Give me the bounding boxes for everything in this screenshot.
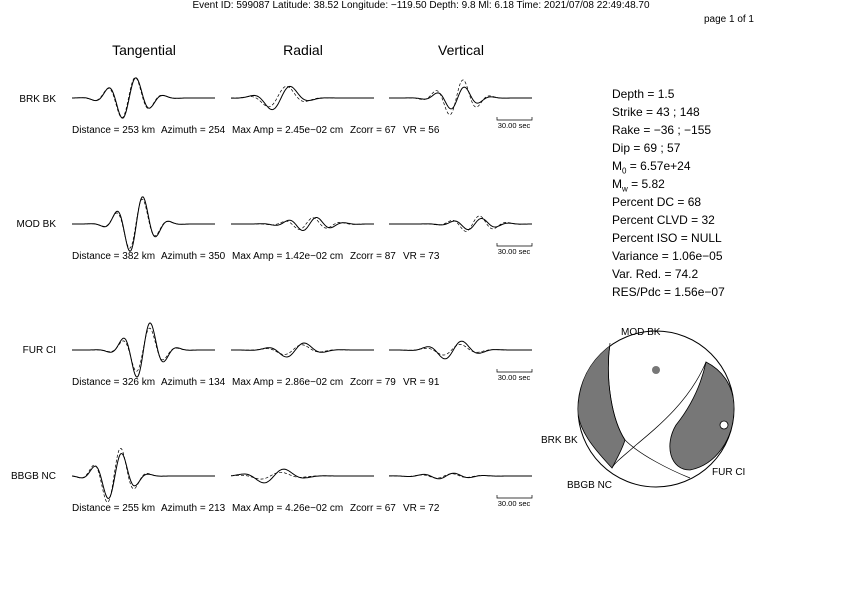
- tension-axis-dot: [720, 421, 728, 429]
- mw-symbol: M: [612, 177, 622, 191]
- beachball-station-mod: MOD BK: [621, 327, 661, 338]
- param-rake: Rake = −36 ; −155: [612, 123, 712, 137]
- param-percent-dc: Percent DC = 68: [612, 195, 702, 209]
- param-depth: Depth = 1.5: [612, 87, 675, 101]
- station-vr: VR = 73: [403, 251, 440, 262]
- station-label-mod: MOD BK: [16, 219, 56, 230]
- event-header: Event ID: 599087 Latitude: 38.52 Longitude: −119.50 Depth: 9.8 Ml: 6.18 Time: 2021/07/08 22:49:48.70: [192, 0, 650, 11]
- mw-subscript: w: [622, 184, 628, 194]
- station-zcorr: Zcorr = 67: [350, 503, 396, 514]
- station-label-bbgb: BBGB NC: [10, 471, 56, 482]
- station-distance: Distance = 253 km: [72, 125, 156, 136]
- param-percent-iso: Percent ISO = NULL: [612, 231, 722, 245]
- station-azimuth: Azimuth = 350: [161, 251, 226, 262]
- param-var-red: Var. Red. = 74.2: [612, 267, 699, 281]
- station-distance: Distance = 326 km: [72, 377, 156, 388]
- station-distance: Distance = 382 km: [72, 251, 156, 262]
- station-zcorr: Zcorr = 67: [350, 125, 396, 136]
- station-vr: VR = 56: [403, 125, 440, 136]
- station-label-brk: BRK BK: [19, 94, 56, 105]
- station-max-amp: Max Amp = 4.26e−02 cm: [232, 503, 344, 514]
- station-distance: Distance = 255 km: [72, 503, 156, 514]
- station-vr: VR = 72: [403, 503, 440, 514]
- station-label-fur: FUR CI: [22, 345, 56, 356]
- station-vr: VR = 91: [403, 377, 440, 388]
- time-scale-label: 30.00 sec: [497, 247, 531, 256]
- param-variance: Variance = 1.06e−05: [612, 249, 723, 263]
- m0-symbol: M: [612, 159, 622, 173]
- station-azimuth: Azimuth = 134: [161, 377, 226, 388]
- station-zcorr: Zcorr = 87: [350, 251, 396, 262]
- time-scale-label: 30.00 sec: [497, 121, 531, 130]
- mw-value: = 5.82: [627, 177, 665, 191]
- pressure-axis-dot: [652, 366, 660, 374]
- param-res-pdc: RES/Pdc = 1.56e−07: [612, 285, 725, 299]
- page-number: page 1 of 1: [703, 14, 754, 25]
- column-header-vertical: Vertical: [438, 42, 484, 58]
- param-strike: Strike = 43 ; 148: [612, 105, 700, 119]
- station-azimuth: Azimuth = 254: [161, 125, 226, 136]
- beachball-station-bbgb: BBGB NC: [567, 480, 613, 491]
- param-dip: Dip = 69 ; 57: [612, 141, 681, 155]
- station-zcorr: Zcorr = 79: [350, 377, 396, 388]
- column-header-tangential: Tangential: [112, 42, 176, 58]
- station-azimuth: Azimuth = 213: [161, 503, 226, 514]
- param-percent-clvd: Percent CLVD = 32: [612, 213, 715, 227]
- time-scale-label: 30.00 sec: [497, 373, 531, 382]
- beachball-station-brk: BRK BK: [541, 435, 578, 446]
- column-header-radial: Radial: [283, 42, 323, 58]
- station-max-amp: Max Amp = 2.45e−02 cm: [232, 125, 344, 136]
- m0-subscript: 0: [622, 166, 627, 176]
- time-scale-label: 30.00 sec: [497, 499, 531, 508]
- station-max-amp: Max Amp = 1.42e−02 cm: [232, 251, 344, 262]
- beachball-station-fur: FUR CI: [712, 467, 746, 478]
- m0-value: = 6.57e+24: [626, 159, 691, 173]
- station-max-amp: Max Amp = 2.86e−02 cm: [232, 377, 344, 388]
